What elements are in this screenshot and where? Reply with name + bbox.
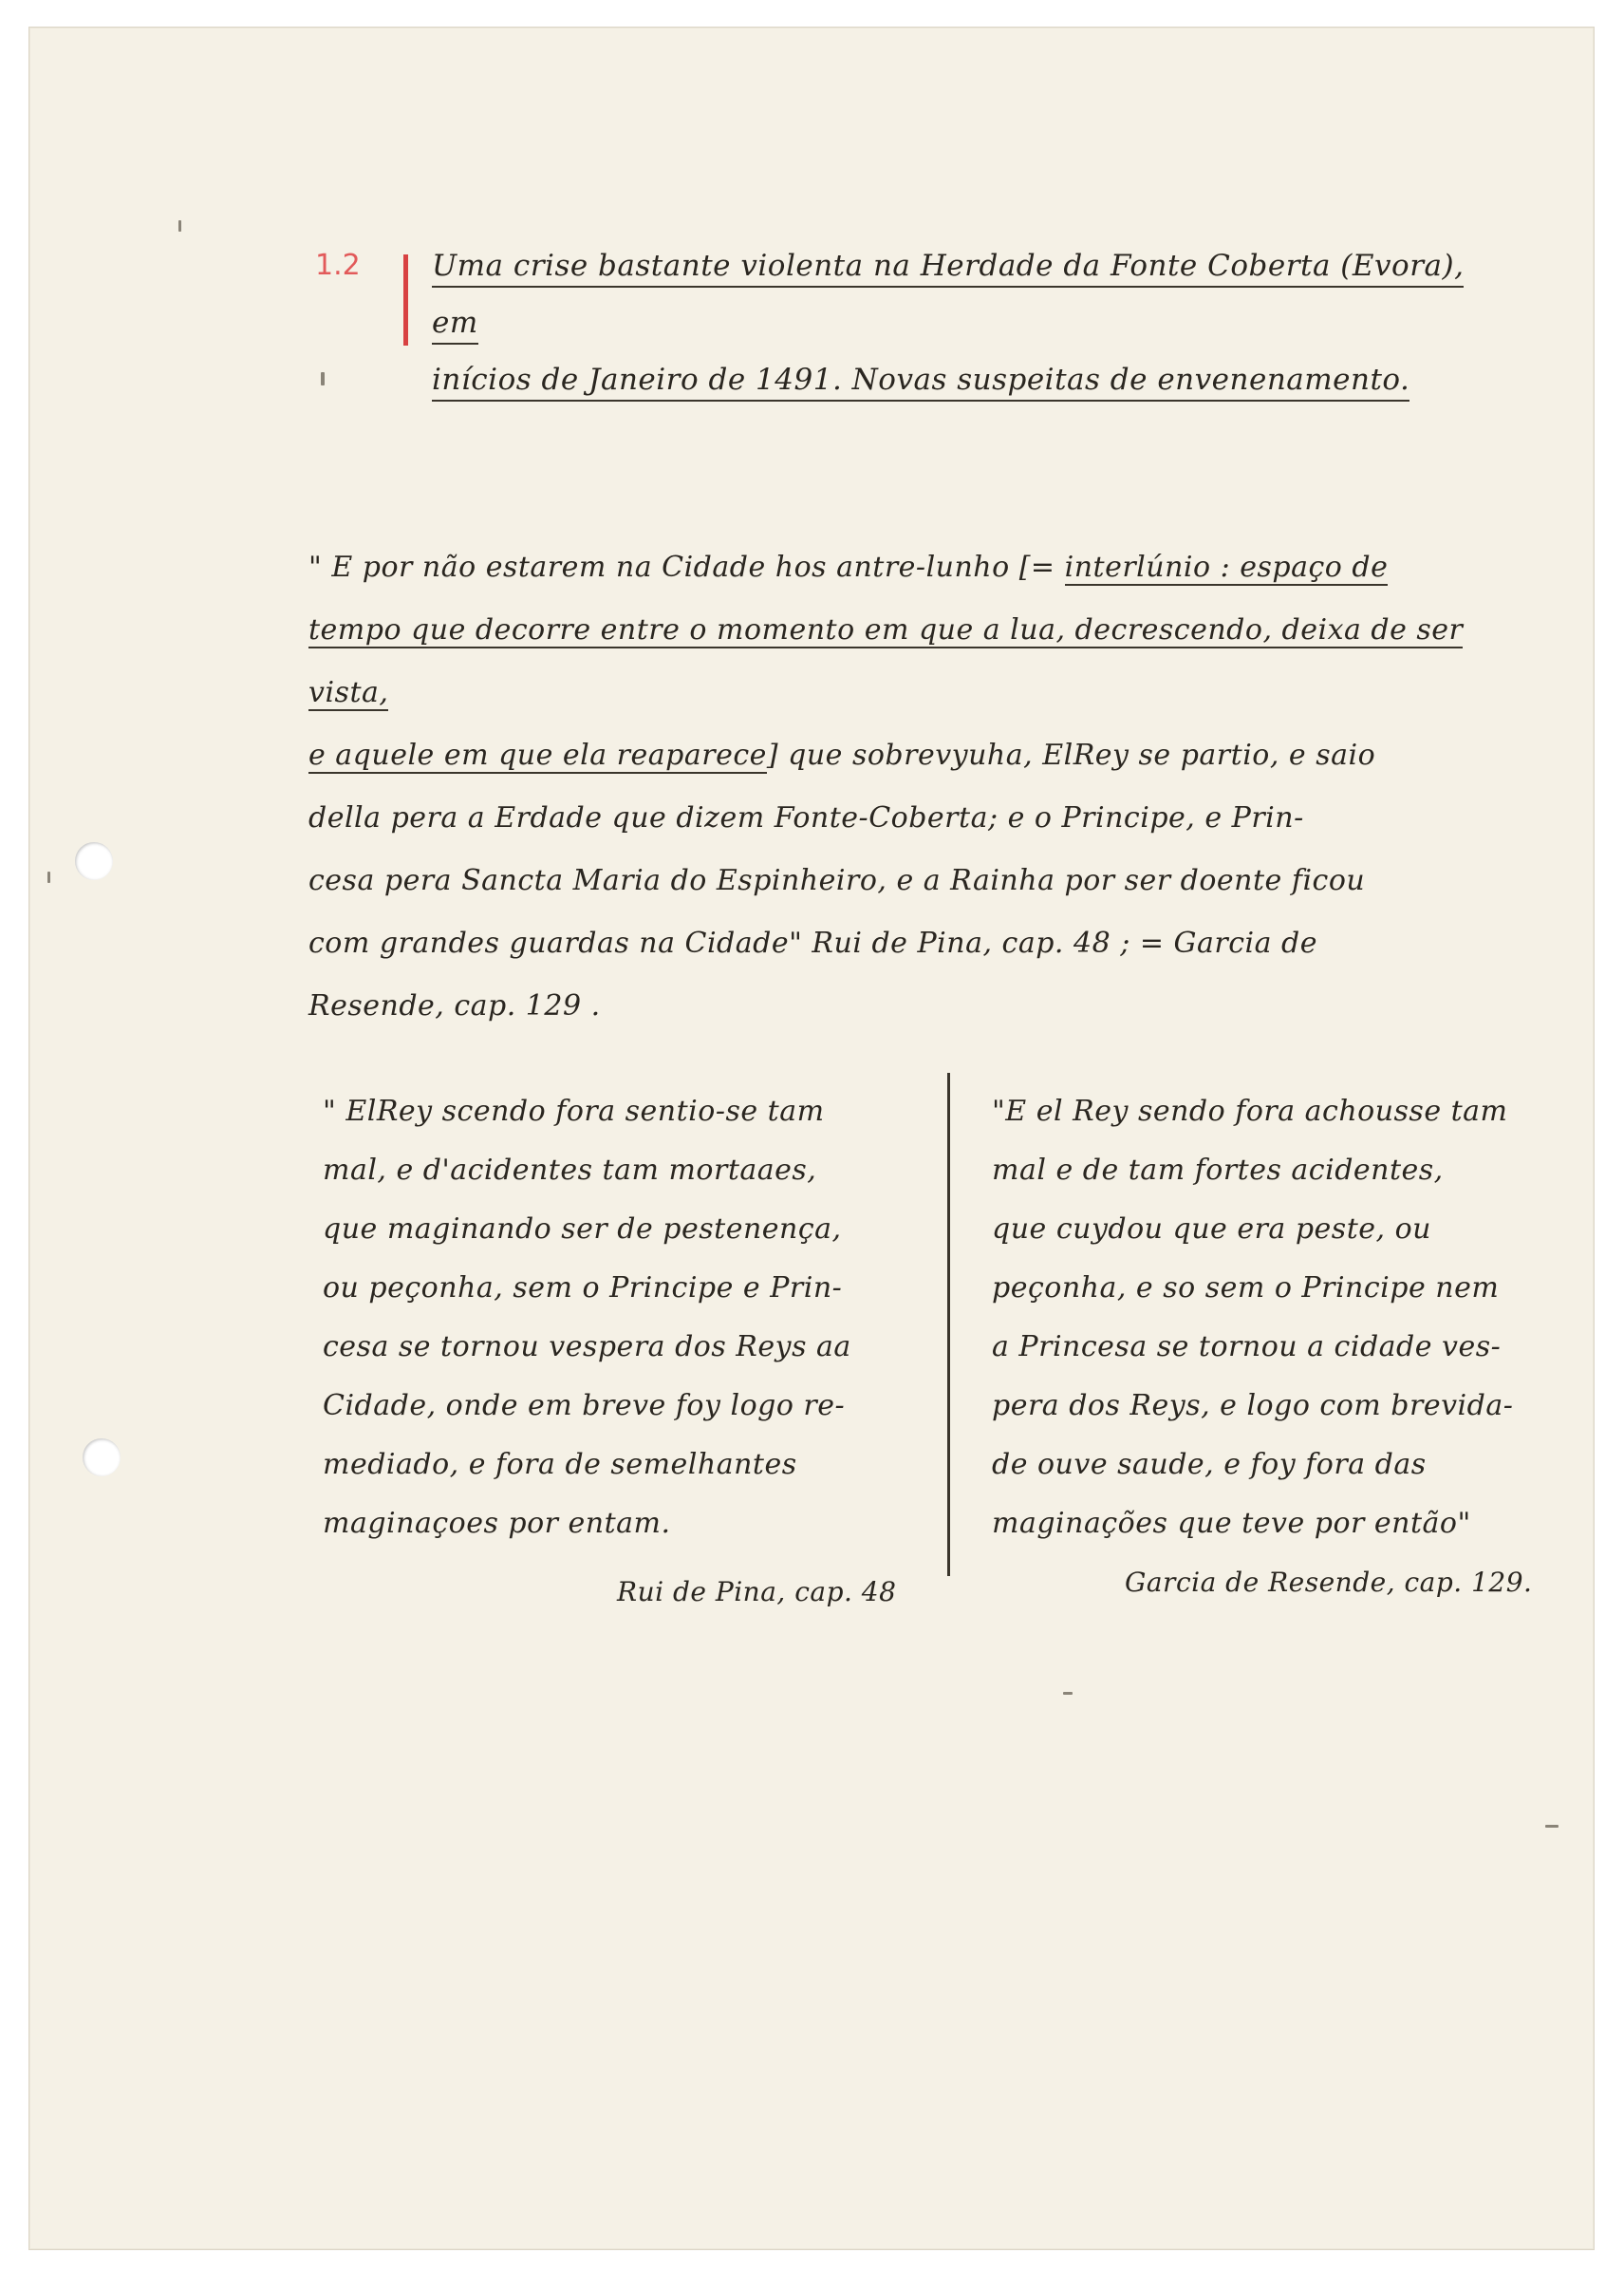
paper-speck	[47, 872, 50, 883]
quote-line-2: tempo que decorre entre o momento em que a lua, decrescendo, deixa de ser vista,	[308, 613, 1464, 709]
left-line: que maginando ser de pestenença,	[323, 1212, 842, 1246]
heading-line-1: Uma crise bastante violenta na Herdade da Fonte Coberta (Evora), em	[432, 249, 1464, 345]
right-line: que cuydou que era peste, ou	[992, 1212, 1431, 1246]
paper-speck	[321, 372, 325, 385]
right-line: maginações que teve por então"	[992, 1507, 1471, 1540]
left-line: cesa se tornou vespera dos Reys aa	[323, 1330, 851, 1363]
red-margin-mark	[403, 254, 408, 346]
punch-hole-bottom	[83, 1438, 121, 1476]
quote-line-1-underlined: interlúnio : espaço de	[1064, 551, 1389, 584]
right-line: a Princesa se tornou a cidade ves-	[992, 1330, 1502, 1363]
right-citation: Garcia de Resende, cap. 129.	[1125, 1567, 1533, 1598]
punch-hole-top	[75, 842, 113, 880]
quote-line-7: Resende, cap. 129 .	[308, 989, 601, 1023]
right-line: "E el Rey sendo fora achousse tam	[992, 1095, 1508, 1128]
main-quotation	[308, 536, 1504, 1038]
right-line: mal e de tam fortes acidentes,	[992, 1154, 1444, 1187]
left-line: maginaçoes por entam.	[323, 1507, 671, 1540]
section-heading	[432, 237, 1476, 408]
left-line: " ElRey scendo fora sentio-se tam	[323, 1095, 825, 1128]
quote-line-5: cesa pera Sancta Maria do Espinheiro, e a Rainha por ser doente ficou	[308, 864, 1366, 897]
quote-line-6: com grandes guardas na Cidade" Rui de Pina, cap. 48 ; = Garcia de	[308, 927, 1317, 960]
left-line: ou peçonha, sem o Principe e Prin-	[323, 1271, 843, 1305]
left-line: Cidade, onde em breve foy logo re-	[323, 1389, 846, 1422]
quote-line-3-underlined: e aquele em que ela reaparece	[308, 739, 767, 772]
left-line: mediado, e fora de semelhantes	[323, 1448, 797, 1481]
left-citation: Rui de Pina, cap. 48	[617, 1576, 897, 1607]
left-column-quote	[323, 1082, 930, 1553]
right-line: pera dos Reys, e logo com brevida-	[992, 1389, 1514, 1422]
quote-line-1a: " E por não estarem na Cidade hos antre-lunho [=	[308, 551, 1065, 584]
paper-speck	[1545, 1825, 1559, 1828]
paper-speck	[1063, 1692, 1073, 1695]
paper-speck	[178, 220, 181, 232]
left-line: mal, e d'acidentes tam mortaaes,	[323, 1154, 817, 1187]
column-divider	[947, 1073, 950, 1576]
right-line: peçonha, e so sem o Principe nem	[992, 1271, 1500, 1305]
right-line: de ouve saude, e foy fora das	[992, 1448, 1427, 1481]
quote-line-3b: ] que sobrevyuha, ElRey se partio, e saio	[766, 739, 1376, 772]
right-column-quote	[992, 1082, 1580, 1553]
heading-line-2: inícios de Janeiro de 1491. Novas suspeitas de envenenamento.	[432, 363, 1409, 402]
section-number: 1.2	[315, 249, 361, 282]
quote-line-4: della pera a Erdade que dizem Fonte-Coberta; e o Principe, e Prin-	[308, 801, 1304, 835]
